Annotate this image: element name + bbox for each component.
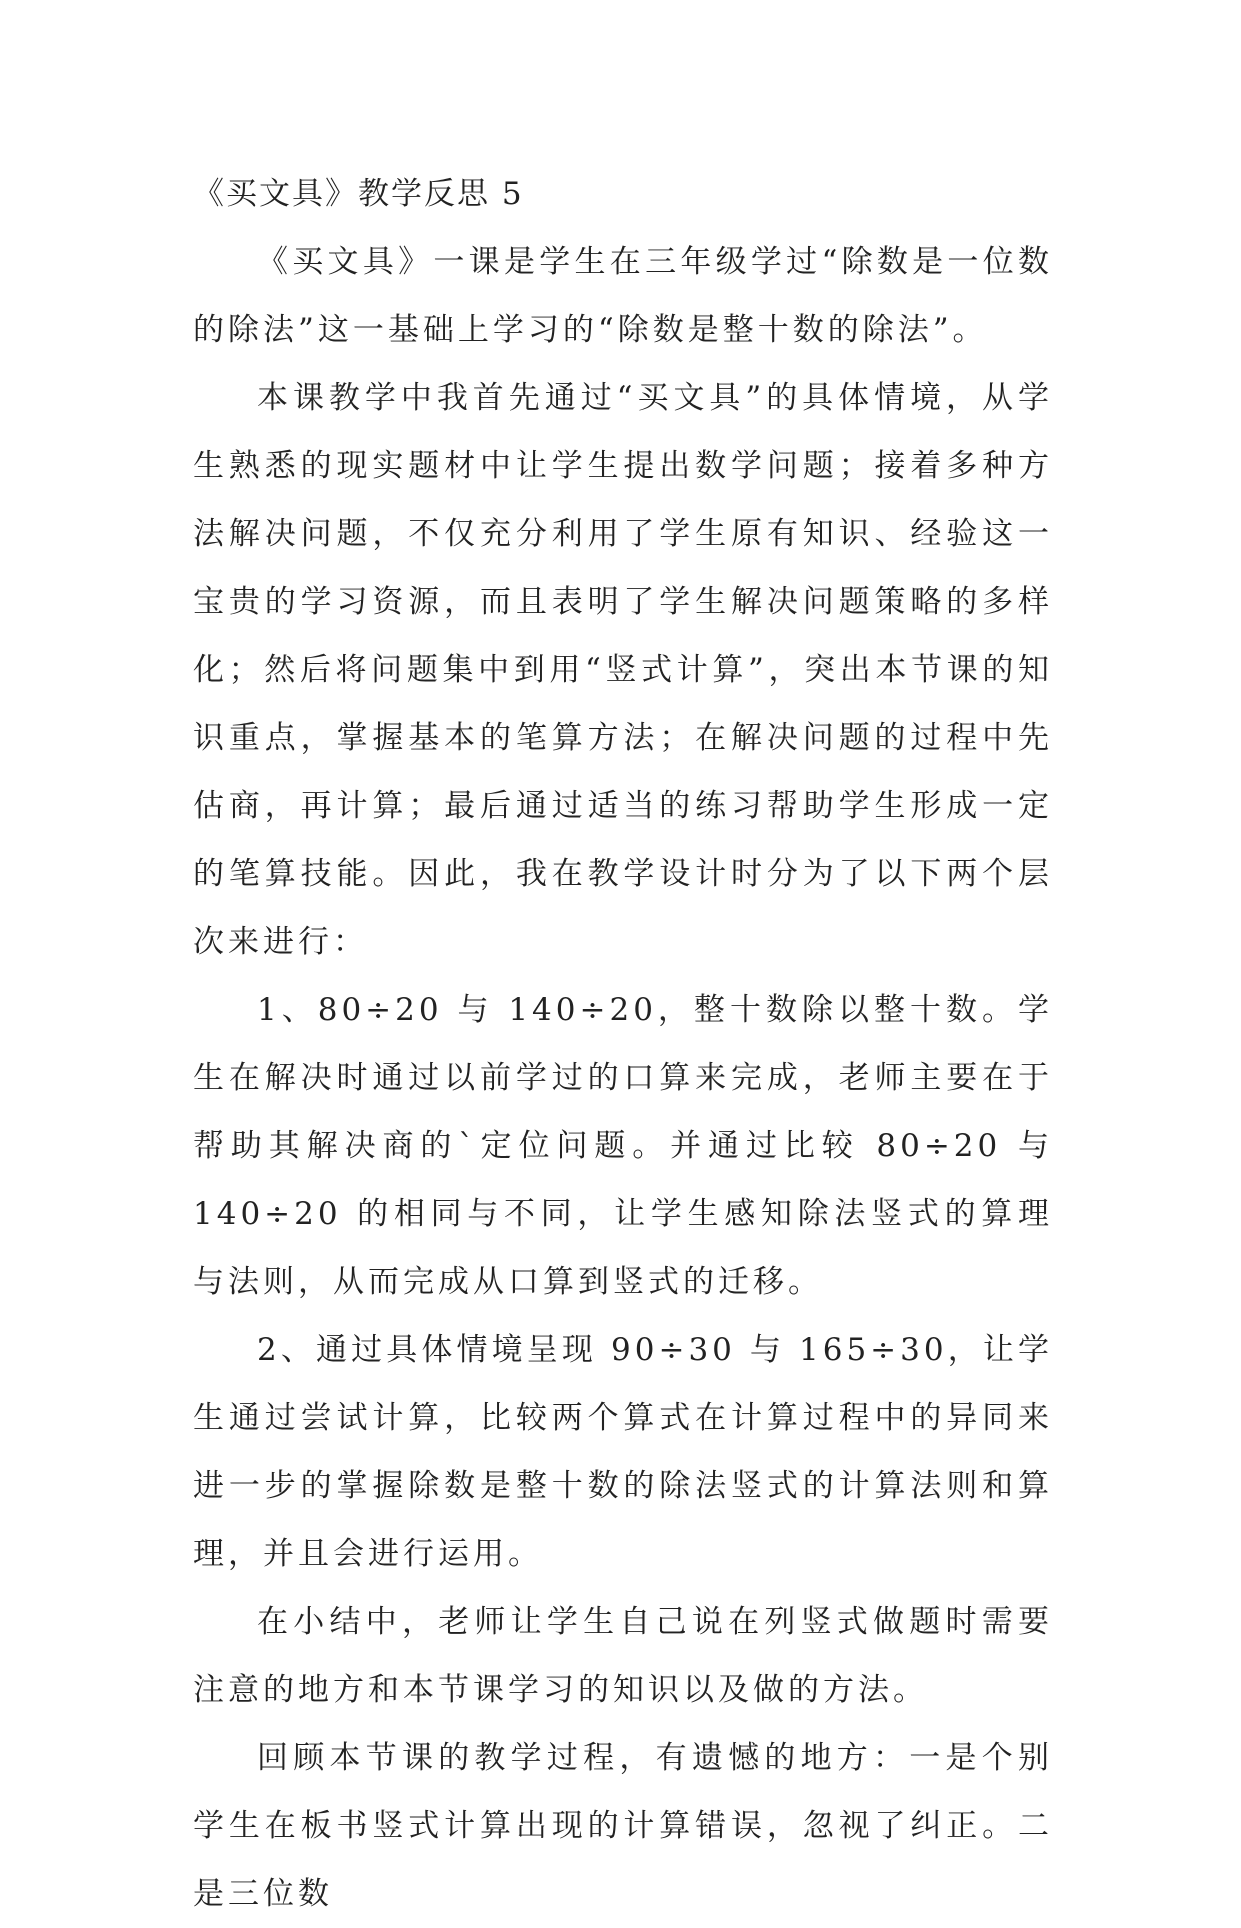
paragraph-teaching-process: 本课教学中我首先通过“买文具”的具体情境，从学生熟悉的现实题材中让学生提出数学问题；接着多种方法解决问题，不仅充分利用了学生原有知识、经验这一宝贵的学习资源，而且表明了学生解决问题策略的多样化；然后将问题集中到用“竖式计算”，突出本节课的知识重点，掌握基本的笔算方法；在解决问题的过程中先估商，再计算；最后通过适当的练习帮助学生形成一定的笔算技能。因此，我在教学设计时分为了以下两个层次来进行： bbox=[193, 380, 1053, 960]
document-title: 《买文具》教学反思 5 bbox=[193, 176, 524, 212]
paragraph-level-one: 1、80÷20 与 140÷20，整十数除以整十数。学生在解决时通过以前学过的口算来完成，老师主要在于帮助其解决商的`定位问题。并通过比较 80÷20 与 140÷20 的相同与不同，让学生感知除法竖式的算理与法则，从而完成从口算到竖式的迁移。 bbox=[193, 992, 1053, 1300]
paragraph-summary: 在小结中，老师让学生自己说在列竖式做题时需要注意的地方和本节课学习的知识以及做的方法。 bbox=[193, 1604, 1053, 1708]
paragraph-level-two: 2、通过具体情境呈现 90÷30 与 165÷30，让学生通过尝试计算，比较两个算式在计算过程中的异同来进一步的掌握除数是整十数的除法竖式的计算法则和算理，并且会进行运用。 bbox=[193, 1332, 1053, 1572]
document-body bbox=[193, 160, 1053, 1928]
paragraph-review: 回顾本节课的教学过程，有遗憾的地方：一是个别学生在板书竖式计算出现的计算错误，忽视了纠正。二是三位数 bbox=[193, 1740, 1053, 1912]
paragraph-intro: 《买文具》一课是学生在三年级学过“除数是一位数的除法”这一基础上学习的“除数是整十数的除法”。 bbox=[193, 244, 1053, 348]
